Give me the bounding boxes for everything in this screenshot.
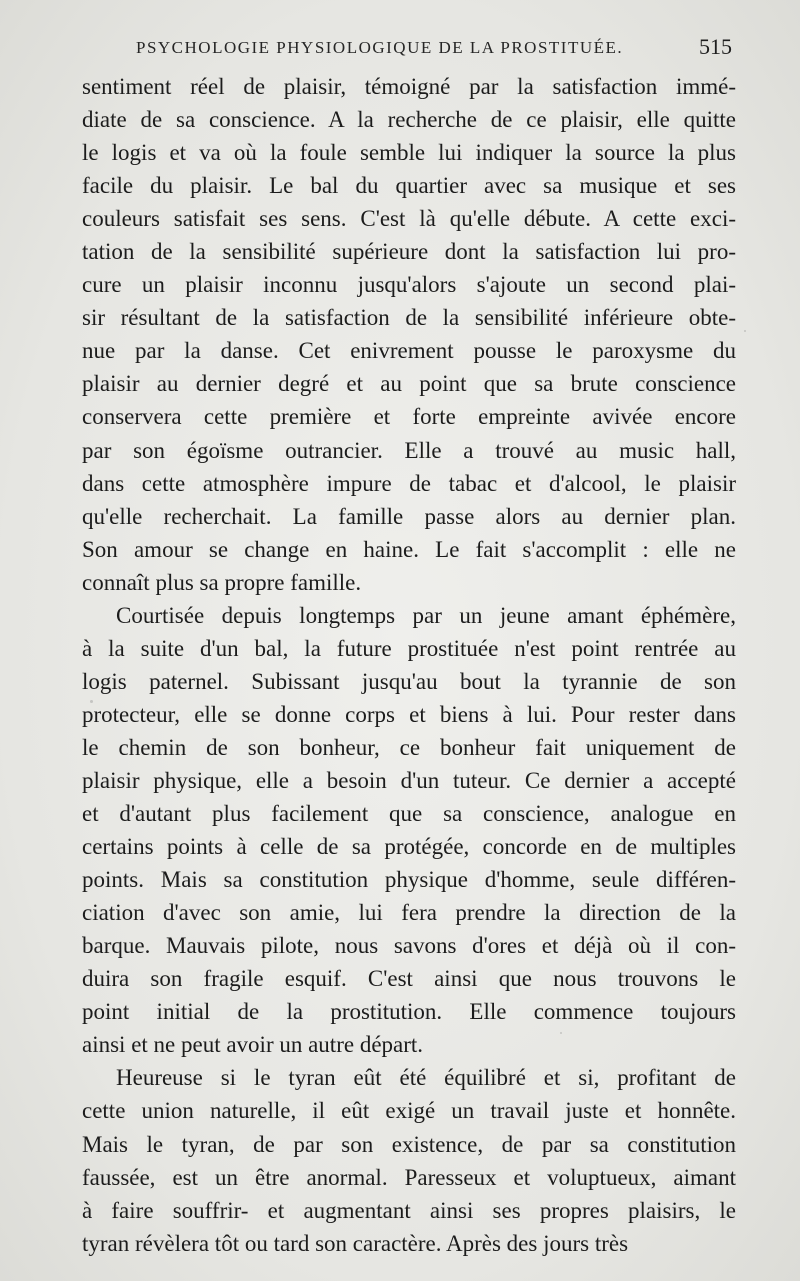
text-line: points. Mais sa constitution physique d'homme, seule différen- — [82, 867, 736, 893]
text-line: Mais le tyran, de par son existence, de par sa constitution — [82, 1131, 736, 1157]
text-line: cure un plaisir inconnu jusqu'alors s'ajoute un second plai- — [82, 272, 736, 298]
text-line: Son amour se change en haine. Le fait s'accomplit : elle ne — [82, 536, 736, 562]
page-number: 515 — [699, 34, 732, 59]
text-line: protecteur, elle se donne corps et biens à lui. Pour rester dans — [82, 701, 736, 727]
paragraph — [82, 70, 736, 599]
text-line: diate de sa conscience. A la recherche de ce plaisir, elle quitte — [82, 107, 736, 133]
text-line: par son égoïsme outrancier. Elle a trouvé au music hall, — [82, 437, 736, 463]
body-text — [82, 70, 736, 1260]
text-line: le chemin de son bonheur, ce bonheur fait uniquement de — [82, 734, 736, 760]
paper-speck — [744, 330, 746, 332]
text-line: facile du plaisir. Le bal du quartier avec sa musique et ses — [82, 173, 736, 199]
text-line: logis paternel. Subissant jusqu'au bout la tyrannie de son — [82, 668, 736, 694]
text-line: conservera cette première et forte empreinte avivée encore — [82, 404, 736, 430]
text-line: cette union naturelle, il eût exigé un travail juste et honnête. — [82, 1098, 736, 1124]
text-line: le logis et va où la foule semble lui indiquer la source la plus — [82, 140, 736, 166]
paper-speck — [560, 1032, 562, 1034]
text-line: duira son fragile esquif. C'est ainsi que nous trouvons le — [82, 966, 736, 992]
text-line: ainsi et ne peut avoir un autre départ. — [82, 1032, 424, 1058]
running-head: PSYCHOLOGIE PHYSIOLOGIQUE DE LA PROSTITUÉE. — [136, 38, 624, 57]
paper-speck — [90, 700, 93, 703]
text-line: point initial de la prostitution. Elle commence toujours — [82, 999, 736, 1025]
text-line: couleurs satisfait ses sens. C'est là qu'elle débute. A cette exci- — [82, 206, 736, 232]
text-line: à la suite d'un bal, la future prostituée n'est point rentrée au — [82, 635, 736, 661]
page-header — [128, 34, 732, 66]
text-line: plaisir physique, elle a besoin d'un tuteur. Ce dernier a accepté — [82, 767, 736, 793]
text-line: qu'elle recherchait. La famille passe alors au dernier plan. — [82, 503, 736, 529]
paragraph — [82, 1061, 736, 1259]
text-line: plaisir au dernier degré et au point que sa brute conscience — [82, 371, 736, 397]
text-line: dans cette atmosphère impure de tabac et d'alcool, le plaisir — [82, 470, 736, 496]
text-line: tyran révèlera tôt ou tard son caractère. Après des jours très — [82, 1230, 629, 1256]
text-line: Courtisée depuis longtemps par un jeune amant éphémère, — [116, 602, 736, 628]
text-line: tation de la sensibilité supérieure dont la satisfaction lui pro- — [82, 239, 736, 265]
text-line: à faire souffrir- et augmentant ainsi ses propres plaisirs, le — [82, 1197, 736, 1223]
text-line: certains points à celle de sa protégée, concorde en de multiples — [82, 834, 736, 860]
text-line: barque. Mauvais pilote, nous savons d'ores et déjà où il con- — [82, 933, 736, 959]
text-line: nue par la danse. Cet enivrement pousse le paroxysme du — [82, 338, 736, 364]
text-line: faussée, est un être anormal. Paresseux et voluptueux, aimant — [82, 1164, 736, 1190]
paragraph — [82, 599, 736, 1062]
text-line: sentiment réel de plaisir, témoigné par la satisfaction immé- — [82, 74, 736, 99]
text-line: ciation d'avec son amie, lui fera prendre la direction de la — [82, 900, 736, 926]
text-line: et d'autant plus facilement que sa conscience, analogue en — [82, 801, 736, 827]
text-line: connaît plus sa propre famille. — [82, 569, 362, 595]
text-line: sir résultant de la satisfaction de la sensibilité inférieure obte- — [82, 305, 736, 331]
text-line: Heureuse si le tyran eût été équilibré et si, profitant de — [116, 1065, 736, 1091]
